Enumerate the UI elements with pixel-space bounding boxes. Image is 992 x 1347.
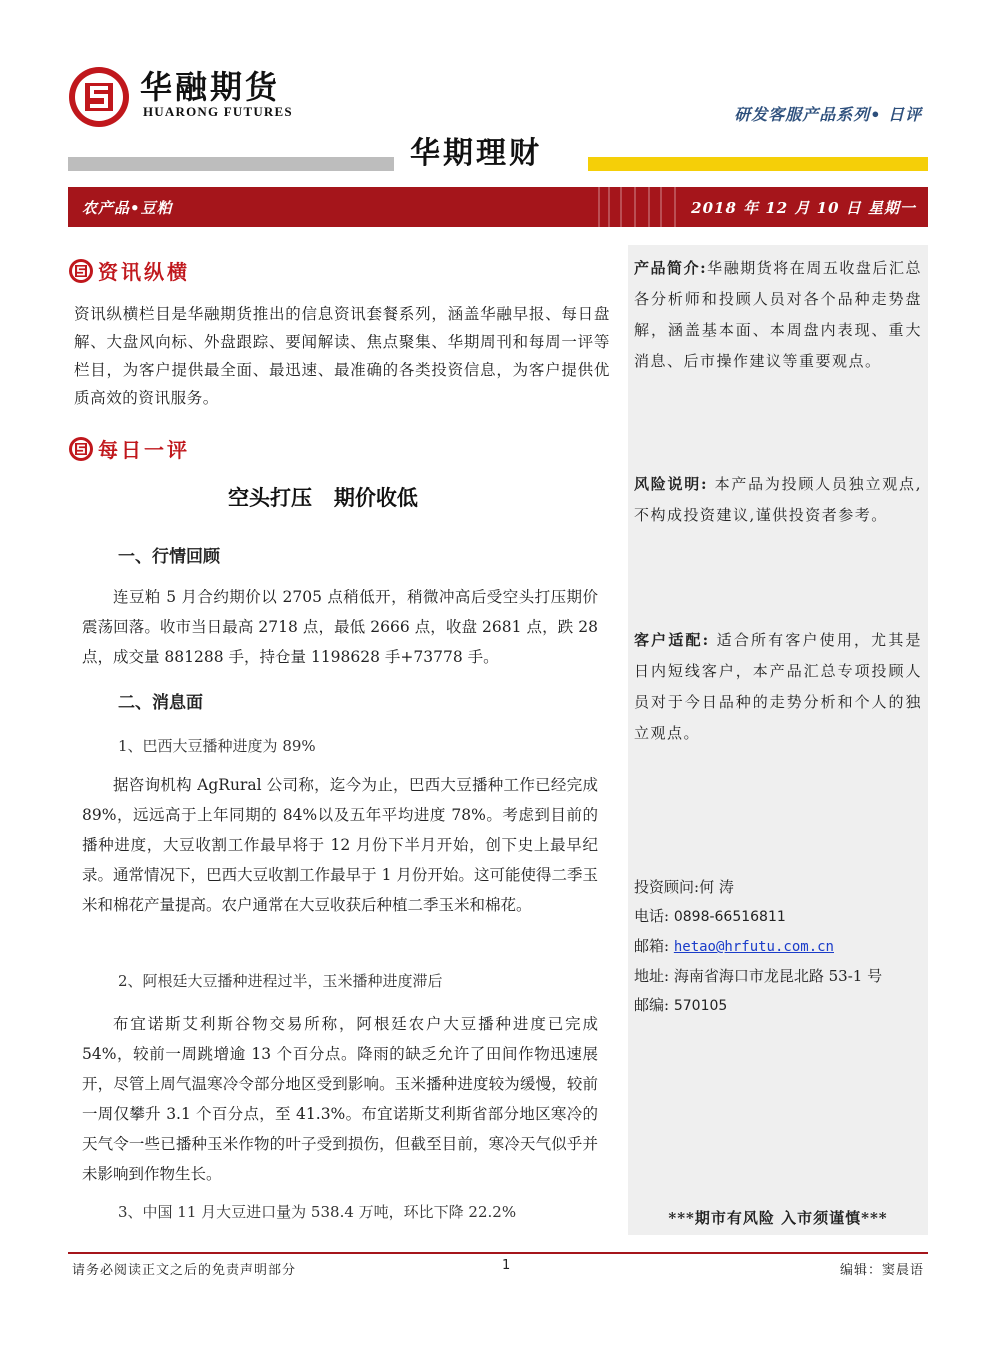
- category-label: 农产品•豆粕: [82, 199, 173, 217]
- address-value: 海南省海口市龙昆北路 53-1 号: [673, 967, 883, 985]
- news-item-1-text: 据咨询机构 AgRural 公司称，迄今为止，巴西大豆播种工作已经完成 89%，远远高于上年同期的 84%以及五年平均进度 78%。考虑到目前的播种进度，大豆收割工作最早将于 12 月份下半月开始，创下史上最早纪录。通常情况下，巴西大豆收割工作最早于 1 月份开始。这可能使得二季玉米和棉花产量提高。农户通常在大豆收获后种植二季玉米和棉花。: [82, 776, 598, 914]
- footer-editor: 编辑：窦晨语: [839, 1263, 924, 1278]
- address-label: 地址:: [634, 967, 670, 985]
- client-fit-label: 客户适配:: [634, 631, 710, 649]
- bar-stripes: [598, 187, 688, 227]
- advisor-name: 何 涛: [699, 878, 734, 896]
- phone-value: 0898-66516811: [673, 909, 786, 925]
- heading-market-review: 一、行情回顾: [118, 547, 220, 567]
- section-title-daily: 每日一评: [98, 438, 190, 462]
- news-item-1-title: 1、巴西大豆播种进度为 89%: [118, 737, 316, 755]
- brand-name-en: HUARONG FUTURES: [143, 104, 293, 119]
- zip-value: 570105: [673, 998, 728, 1014]
- footer-disclaimer: 请务必阅读正文之后的免责声明部分: [72, 1263, 297, 1278]
- product-intro-text: 华融期货将在周五收盘后汇总各分析师和投顾人员对各个品种走势盘解，涵盖基本面、本周盘内表现、重大消息、后市操作建议等重要观点。: [634, 259, 922, 370]
- footer-divider: [68, 1252, 928, 1254]
- email-label: 邮箱:: [634, 937, 670, 955]
- product-intro: [634, 253, 922, 377]
- zip-label: 邮编:: [634, 996, 670, 1014]
- page-number: 1: [502, 1258, 511, 1273]
- advisor-label: 投资顾问:: [634, 878, 700, 896]
- header-gray-bar: [68, 157, 394, 171]
- risk-warning: ***期市有风险 入市须谨慎***: [668, 1209, 888, 1227]
- news-item-3-title: 3、中国 11 月大豆进口量为 538.4 万吨，环比下降 22.2%: [118, 1203, 517, 1221]
- sidebar: [628, 245, 928, 1235]
- risk-description-text: 本产品为投顾人员独立观点,不构成投资建议,谨供投资者参考。: [634, 475, 922, 524]
- article-title: 空头打压 期价收低: [228, 486, 418, 510]
- section-title-news: 资讯纵横: [98, 260, 190, 284]
- section-header-daily: [68, 434, 190, 463]
- product-intro-label: 产品简介:: [634, 259, 708, 277]
- email-link[interactable]: hetao@hrfutu.com.cn: [673, 939, 834, 955]
- report-date: 2018 年 12 月 10 日 星期一: [691, 199, 916, 217]
- report-title: 华期理财: [410, 136, 542, 171]
- huarong-logo-icon: [68, 66, 130, 128]
- client-fit-text: 适合所有客户使用，尤其是日内短线客户，本产品汇总专项投顾人员对于今日品种的走势分析和个人的独立观点。: [634, 631, 922, 742]
- market-review-text: 连豆粕 5 月合约期价以 2705 点稍低开，稍微冲高后受空头打压期价震荡回落。收市当日最高 2718 点，最低 2666 点，收盘 2681 点，跌 28 点，成交量 881288 手，持仓量 1198628 手+73778 手。: [82, 588, 598, 666]
- client-fit: [634, 625, 922, 749]
- news-item-2-title: 2、阿根廷大豆播种进程过半，玉米播种进度滞后: [118, 972, 443, 990]
- contact-info: [634, 873, 882, 1021]
- section-header-news: [68, 256, 190, 285]
- heading-news: 二、消息面: [118, 693, 203, 713]
- risk-description-label: 风险说明:: [634, 475, 709, 493]
- risk-description: [634, 469, 922, 531]
- section-logo-icon: [68, 258, 94, 284]
- header-yellow-bar: [588, 157, 928, 171]
- brand-name-cn: 华融期货: [140, 68, 281, 106]
- section-logo-icon: [68, 436, 94, 462]
- phone-label: 电话:: [634, 907, 670, 925]
- series-label: 研发客服产品系列• 日评: [734, 105, 922, 124]
- category-bar: [68, 187, 928, 227]
- news-item-2-text: 布宜诺斯艾利斯谷物交易所称，阿根廷农户大豆播种进度已完成 54%，较前一周跳增逾 13 个百分点。降雨的缺乏允许了田间作物迅速展开，尽管上周气温寒冷令部分地区受到影响。玉米播种进度较为缓慢，较前一周仅攀升 3.1 个百分点，至 41.3%。布宜诺斯艾利斯省部分地区寒冷的天气令一些已播种玉米作物的叶子受到损伤，但截至目前，寒冷天气似乎并未影响到作物生长。: [82, 1015, 598, 1183]
- news-intro: 资讯纵横栏目是华融期货推出的信息资讯套餐系列，涵盖华融早报、每日盘解、大盘风向标、外盘跟踪、要闻解读、焦点聚集、华期周刊和每周一评等栏目，为客户提供最全面、最迅速、最准确的各类投资信息，为客户提供优质高效的资讯服务。: [74, 305, 610, 407]
